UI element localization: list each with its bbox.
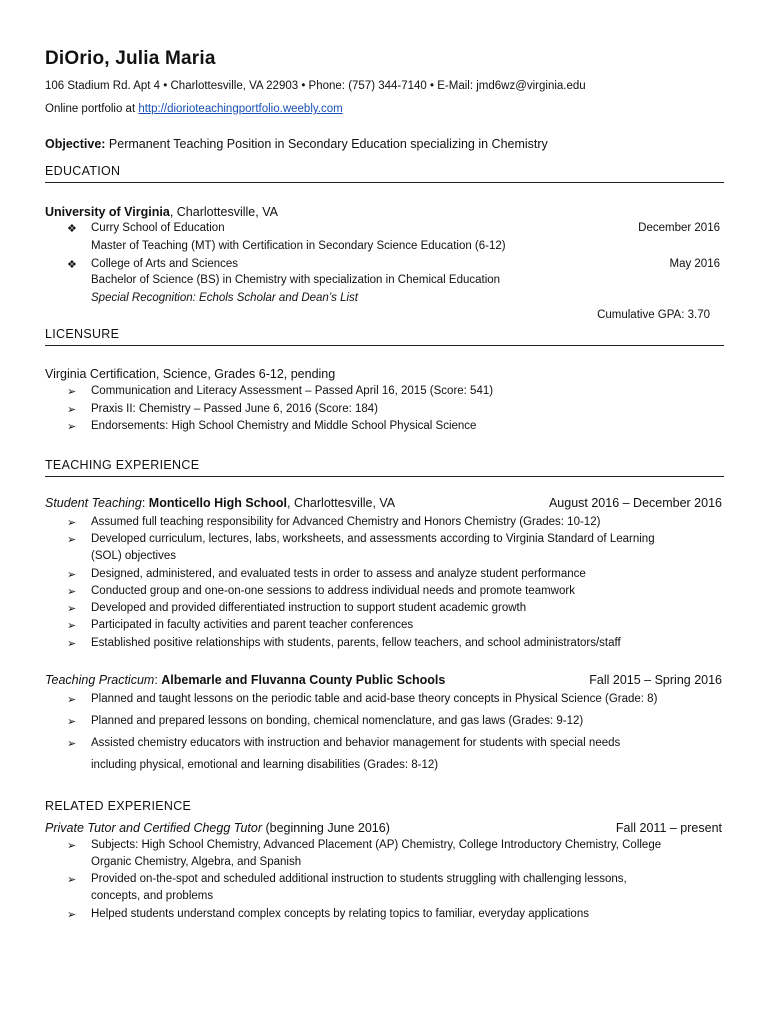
- portfolio-label: Online portfolio at: [45, 103, 139, 115]
- arrow-bullet-icon: ➢: [67, 569, 77, 581]
- education-title: EDUCATION: [45, 164, 121, 178]
- job-role: Student Teaching: [45, 496, 142, 510]
- job-bullet: Developed curriculum, lectures, labs, worksheets, and assessments according to Virginia Standard of Learning: [91, 533, 655, 545]
- objective: [45, 137, 548, 151]
- education-item-name: College of Arts and Sciences: [91, 258, 239, 270]
- job-bullet: Planned and prepared lessons on bonding, chemical nomenclature, and gas laws (Grades: 9-12): [91, 715, 584, 727]
- job-org: Albemarle and Fluvanna County Public Schools: [161, 673, 446, 687]
- licensure-item: Endorsements: High School Chemistry and Middle School Physical Science: [91, 420, 477, 432]
- portfolio-line: [45, 103, 343, 115]
- related-date: Fall 2011 – present: [615, 821, 722, 835]
- job-org: Monticello High School: [148, 496, 287, 510]
- portfolio-link[interactable]: http://dioriote​achingportfolio.weebly.com: [138, 103, 343, 115]
- education-item-date: May 2016: [669, 258, 720, 270]
- job-role: Teaching Practicum: [45, 673, 155, 687]
- arrow-bullet-icon: ➢: [67, 603, 77, 615]
- arrow-bullet-icon: ➢: [67, 586, 77, 598]
- arrow-bullet-icon: ➢: [67, 840, 77, 852]
- objective-label: Objective:: [45, 137, 106, 151]
- arrow-bullet-icon: ➢: [67, 386, 77, 398]
- related-role-suffix: (beginning June 2016): [262, 821, 390, 835]
- resume-name: DiOrio, Julia Maria: [45, 48, 216, 69]
- education-item-detail: Master of Teaching (MT) with Certification in Secondary Science Education (6-12): [91, 240, 506, 252]
- arrow-bullet-icon: ➢: [67, 874, 77, 886]
- contact-line: 106 Stadium Rd. Apt 4 • Charlottesville, VA 22903 • Phone: (757) 344-7140 • E-Mail: jmd6wz@virginia.edu: [45, 80, 586, 92]
- job-date: Fall 2015 – Spring 2016: [589, 673, 722, 687]
- related-role-line: [45, 821, 390, 835]
- arrow-bullet-icon: ➢: [67, 404, 77, 416]
- arrow-bullet-icon: ➢: [67, 694, 77, 706]
- objective-text: Permanent Teaching Position in Secondary Education specializing in Chemistry: [105, 137, 548, 151]
- licensure-item: Communication and Literacy Assessment – Passed April 16, 2015 (Score: 541): [91, 385, 494, 397]
- job-bullet: Planned and taught lessons on the periodic table and acid-base theory concepts in Physical Science (Grade: 8): [91, 693, 658, 705]
- job-bullet-continued: (SOL) objectives: [91, 550, 177, 562]
- job-date: August 2016 – December 2016: [548, 496, 722, 510]
- school-location: , Charlottesville, VA: [169, 205, 278, 219]
- school-name: University of Virginia: [45, 205, 170, 219]
- job-header: Student Teaching: Monticello High School, Charlottesville, VA: [45, 496, 396, 510]
- job-bullet-continued: including physical, emotional and learning disabilities (Grades: 8-12): [91, 759, 439, 771]
- arrow-bullet-icon: ➢: [67, 620, 77, 632]
- arrow-bullet-icon: ➢: [67, 716, 77, 728]
- job-location: , Charlottesville, VA: [287, 496, 396, 510]
- education-item-name: Curry School of Education: [91, 222, 225, 234]
- related-title: RELATED EXPERIENCE: [45, 799, 192, 813]
- related-bullet: Helped students understand complex concepts by relating topics to familiar, everyday applications: [91, 908, 589, 920]
- related-bullet-continued: concepts, and problems: [91, 890, 214, 902]
- related-bullet: Subjects: High School Chemistry, Advanced Placement (AP) Chemistry, College Introductory Chemistry, College: [91, 839, 662, 851]
- arrow-bullet-icon: ➢: [67, 909, 77, 921]
- job-bullet: Participated in faculty activities and parent teacher conferences: [91, 619, 414, 631]
- arrow-bullet-icon: ➢: [67, 738, 77, 750]
- licensure-title: LICENSURE: [45, 327, 120, 341]
- job-bullet: Assisted chemistry educators with instruction and behavior management for students with special needs: [91, 737, 621, 749]
- cumulative-gpa: Cumulative GPA: 3.70: [597, 309, 710, 321]
- diamond-bullet-icon: ❖: [67, 259, 77, 271]
- arrow-bullet-icon: ➢: [67, 534, 77, 546]
- section-divider: [45, 182, 724, 183]
- section-divider: [45, 476, 724, 477]
- education-item-detail: Bachelor of Science (BS) in Chemistry with specialization in Chemical Education: [91, 274, 501, 286]
- related-role: Private Tutor and Certified Chegg Tutor: [45, 821, 262, 835]
- special-recognition: Special Recognition: Echols Scholar and Dean’s List: [91, 292, 358, 304]
- arrow-bullet-icon: ➢: [67, 638, 77, 650]
- school-line: [45, 205, 278, 219]
- job-bullet: Established positive relationships with students, parents, fellow teachers, and school administrators/staff: [91, 637, 621, 649]
- job-header: Teaching Practicum: Albemarle and Fluvanna County Public Schools: [45, 673, 446, 687]
- arrow-bullet-icon: ➢: [67, 421, 77, 433]
- related-bullet-continued: Organic Chemistry, Algebra, and Spanish: [91, 856, 302, 868]
- licensure-item: Praxis II: Chemistry – Passed June 6, 2016 (Score: 184): [91, 403, 378, 415]
- teaching-title: TEACHING EXPERIENCE: [45, 458, 200, 472]
- certification-line: Virginia Certification, Science, Grades 6-12, pending: [45, 367, 336, 381]
- job-bullet: Conducted group and one-on-one sessions to address individual needs and promote teamwork: [91, 585, 575, 597]
- education-item-date: December 2016: [638, 222, 720, 234]
- job-bullet: Designed, administered, and evaluated tests in order to assess and analyze student performance: [91, 568, 586, 580]
- related-bullet: Provided on-the-spot and scheduled additional instruction to students struggling with challenging lessons,: [91, 873, 627, 885]
- job-bullet: Developed and provided differentiated instruction to support student academic growth: [91, 602, 527, 614]
- section-divider: [45, 345, 724, 346]
- arrow-bullet-icon: ➢: [67, 517, 77, 529]
- job-bullet: Assumed full teaching responsibility for Advanced Chemistry and Honors Chemistry (Grades: 10-12): [91, 516, 601, 528]
- diamond-bullet-icon: ❖: [67, 223, 77, 235]
